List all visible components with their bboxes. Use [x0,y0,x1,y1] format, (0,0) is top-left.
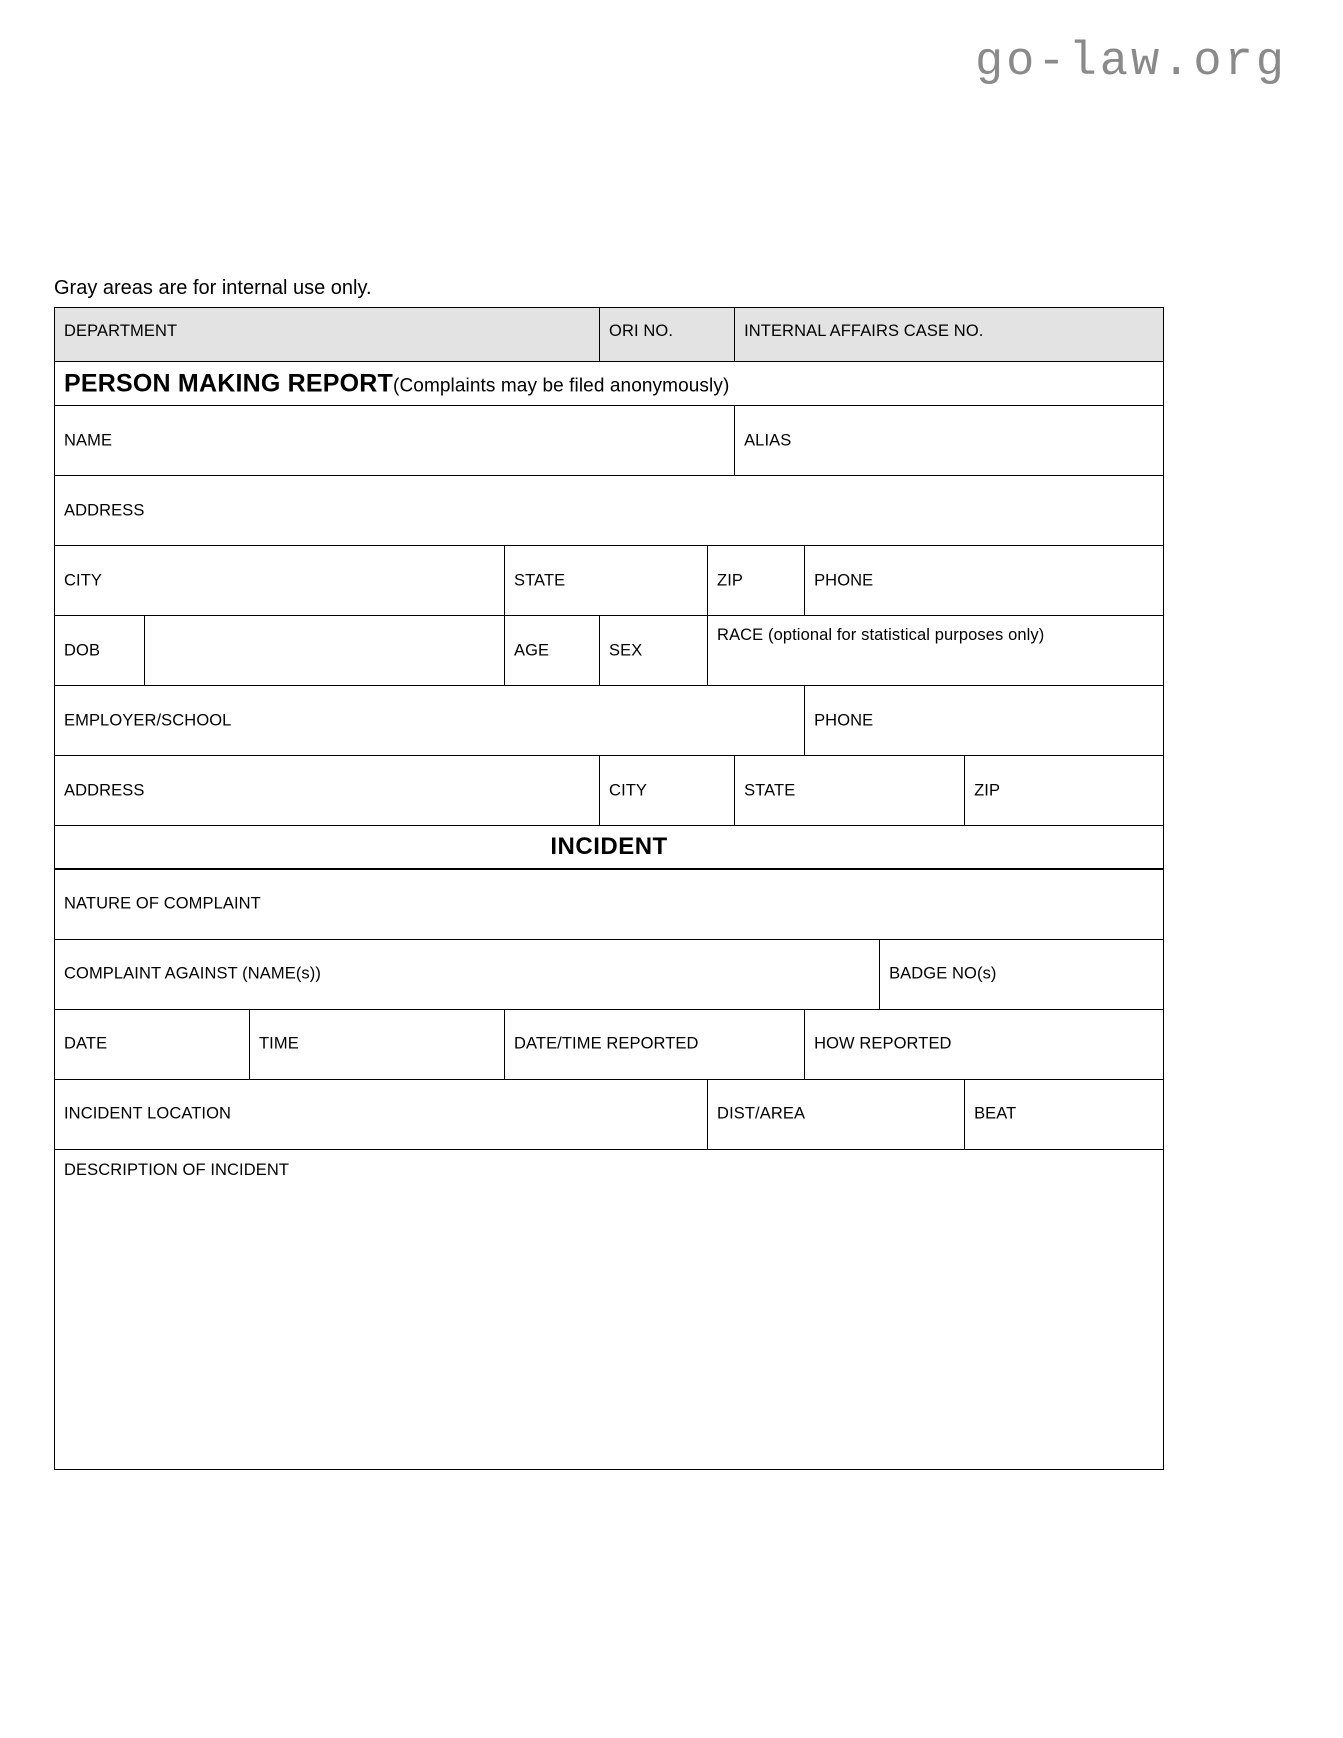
employer-row [55,686,1164,756]
incident-banner-row [55,826,1164,870]
description-of-incident-row [55,1149,1164,1469]
nature-of-complaint-cell[interactable] [55,869,1164,939]
how-reported-label: HOW REPORTED [814,1034,952,1053]
employer-state-label: STATE [744,781,796,799]
dist-area-cell[interactable] [708,1079,965,1149]
name-cell[interactable] [55,406,735,476]
name-label: NAME [64,431,113,449]
age-cell[interactable] [505,616,600,686]
incident-location-label: INCIDENT LOCATION [64,1104,232,1123]
zip-label: ZIP [717,571,744,589]
sex-label: SEX [609,641,643,659]
employer-address-row [55,756,1164,826]
person-section-title: PERSON MAKING REPORT [64,369,394,397]
dob-cell[interactable] [55,616,145,686]
alias-cell[interactable] [735,406,1164,476]
internal-affairs-case-no-label: INTERNAL AFFAIRS CASE NO. [744,322,984,340]
person-section-title-row [55,362,1164,406]
employer-zip-label: ZIP [974,781,1001,799]
ori-no-cell[interactable] [600,308,735,362]
dob-age-sex-race-row [55,616,1164,686]
incident-banner: INCIDENT [55,826,1164,870]
employer-school-label: EMPLOYER/SCHOOL [64,711,232,729]
city-cell[interactable] [55,546,505,616]
nature-of-complaint-label: NATURE OF COMPLAINT [64,894,261,913]
department-cell[interactable] [55,308,600,362]
city-state-zip-phone-row [55,546,1164,616]
dob-label: DOB [64,641,101,659]
person-section-header [55,362,1164,406]
city-label: CITY [64,571,102,589]
race-label: RACE (optional for statistical purposes only) [717,626,1045,644]
complaint-form-table [54,307,1164,1470]
date-time-reported-label: DATE/TIME REPORTED [514,1034,699,1053]
internal-affairs-case-no-cell[interactable] [735,308,1164,362]
incident-location-cell[interactable] [55,1079,708,1149]
date-cell[interactable] [55,1009,250,1079]
dob-extra-cell[interactable] [145,616,505,686]
employer-address-cell[interactable] [55,756,600,826]
description-of-incident-cell[interactable] [55,1149,1164,1469]
department-label: DEPARTMENT [64,322,178,340]
dist-area-label: DIST/AREA [717,1104,806,1123]
age-label: AGE [514,641,550,659]
employer-school-cell[interactable] [55,686,805,756]
race-cell[interactable] [708,616,1164,686]
employer-zip-cell[interactable] [965,756,1164,826]
time-label: TIME [259,1034,299,1053]
employer-phone-cell[interactable] [805,686,1164,756]
employer-address-label: ADDRESS [64,781,145,799]
employer-state-cell[interactable] [735,756,965,826]
address-row [55,476,1164,546]
employer-city-cell[interactable] [600,756,735,826]
phone-label: PHONE [814,571,874,589]
state-cell[interactable] [505,546,708,616]
incident-location-row [55,1079,1164,1149]
time-cell[interactable] [250,1009,505,1079]
nature-of-complaint-row [55,869,1164,939]
badge-no-cell[interactable] [880,939,1164,1009]
employer-phone-label: PHONE [814,711,874,729]
employer-city-label: CITY [609,781,648,799]
complaint-against-cell[interactable] [55,939,880,1009]
how-reported-cell[interactable] [805,1009,1164,1079]
name-row [55,406,1164,476]
complaint-against-label: COMPLAINT AGAINST (NAME(s)) [64,964,321,983]
complaint-against-row [55,939,1164,1009]
zip-cell[interactable] [708,546,805,616]
state-label: STATE [514,571,566,589]
sex-cell[interactable] [600,616,708,686]
date-label: DATE [64,1034,108,1053]
description-of-incident-label: DESCRIPTION OF INCIDENT [64,1160,290,1179]
date-time-row [55,1009,1164,1079]
internal-use-row [55,308,1164,362]
internal-use-notice: Gray areas are for internal use only. [54,277,372,299]
beat-cell[interactable] [965,1079,1164,1149]
date-time-reported-cell[interactable] [505,1009,805,1079]
badge-no-label: BADGE NO(s) [889,964,997,983]
person-section-subtitle: (Complaints may be filed anonymously) [393,375,730,396]
alias-label: ALIAS [744,431,792,449]
address-label: ADDRESS [64,501,145,519]
ori-no-label: ORI NO. [609,322,673,340]
phone-cell[interactable] [805,546,1164,616]
address-cell[interactable] [55,476,1164,546]
complaint-form-sheet [54,276,1163,1470]
beat-label: BEAT [974,1104,1017,1123]
site-watermark: go-law.org [974,36,1287,89]
